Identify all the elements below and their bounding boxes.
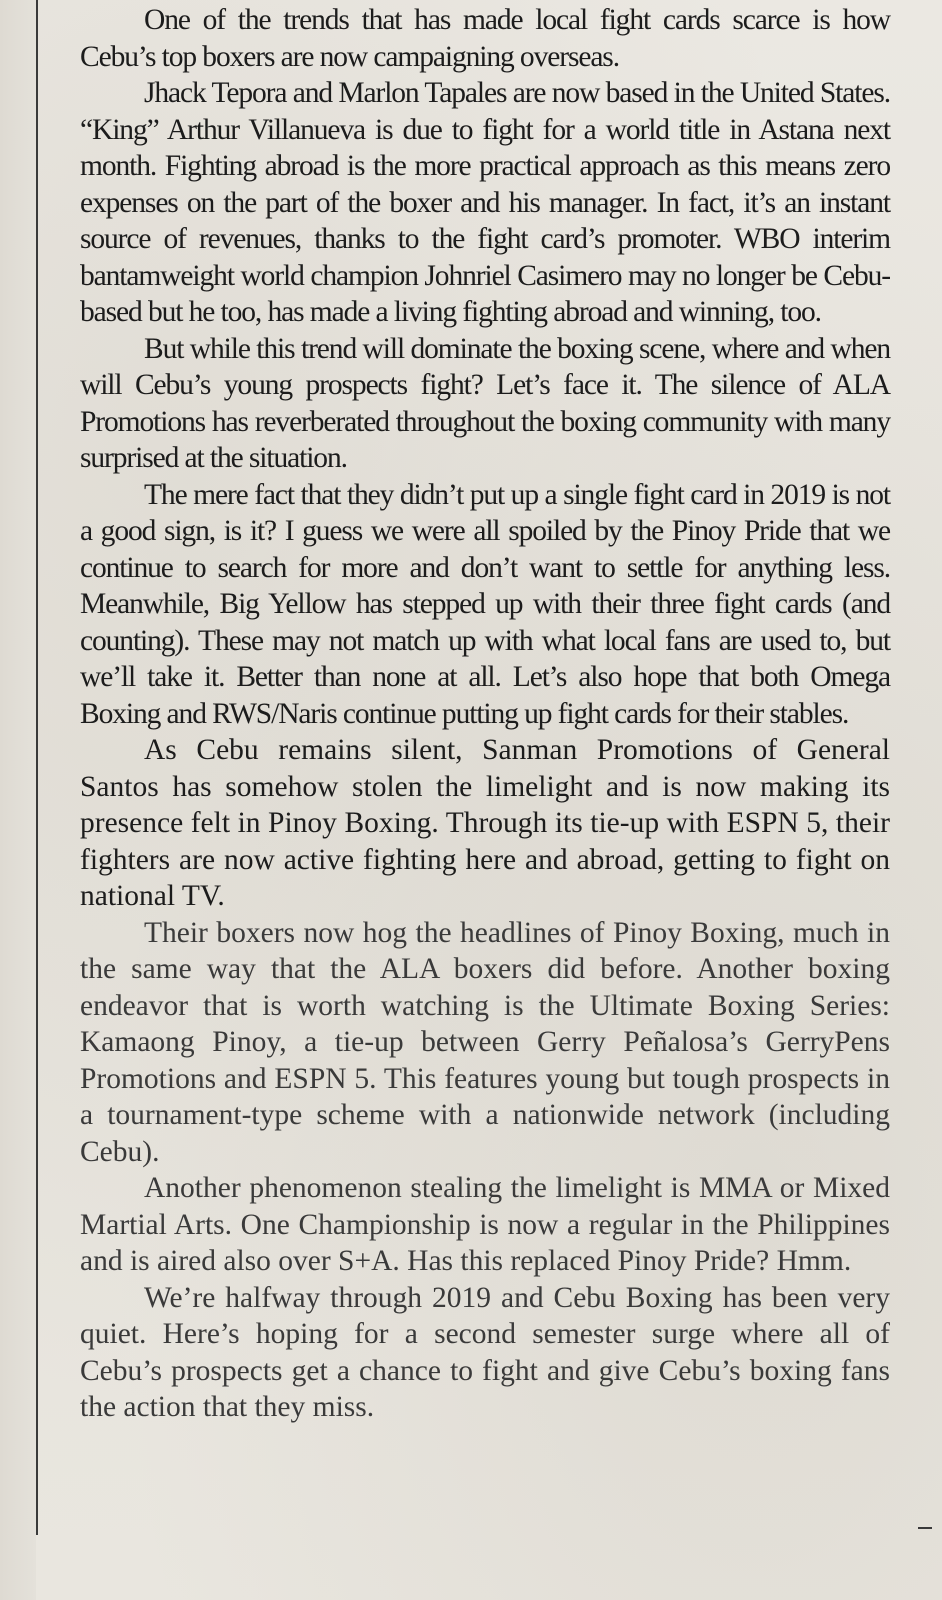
article-paragraph: Jhack Tepora and Marlon Tapales are now based in the United States. “King” Arthur Villanueva is due to fight for a world title in Astana next month. Fighting abroad is the more practical approach as this means zero expenses on the part of the boxer and his manager. In fact, it’s an instant source of revenues, thanks to the fight card’s promoter. WBO interim bantamweight world champion Johnriel Casimero may no longer be Cebu-based but he too, has made a living fighting abroad and winning, too. — [80, 77, 890, 328]
article-paragraph: Their boxers now hog the headlines of Pinoy Boxing, much in the same way that the ALA boxers did before. Another boxing endeavor that is worth watching is the Ultimate Boxing Series: Kamaong Pinoy, a tie-up between Gerry Peñalosa’s GerryPens Promotions and ESPN 5. This features young but tough prospects in a tournament-type scheme with a nationwide network (including Cebu). — [80, 916, 890, 1168]
article-paragraph: One of the trends that has made local fight cards scarce is how Cebu’s top boxers are now campaigning overseas. — [80, 4, 890, 73]
column-divider-rule — [36, 0, 38, 1535]
column-end-mark — [918, 1527, 932, 1529]
article-paragraph: The mere fact that they didn’t put up a single fight card in 2019 is not a good sign, is it? I guess we were all spoiled by the Pinoy Pride that we continue to search for more and don’t want to settle for anything less. Meanwhile, Big Yellow has stepped up with their three fight cards (and counting). These may not match up with what local fans are used to, but we’ll take it. Better than none at all. Let’s also hope that both Omega Boxing and RWS/Naris continue putting up fight cards for their stables. — [80, 478, 890, 730]
article-paragraph: But while this trend will dominate the boxing scene, where and when will Cebu’s young prospects fight? Let’s face it. The silence of ALA Promotions has reverberated throughout the boxing community with many surprised at the situation. — [80, 332, 890, 474]
article-paragraph: We’re halfway through 2019 and Cebu Boxing has been very quiet. Here’s hoping for a second semester surge where all of Cebu’s prospects get a chance to fight and give Cebu’s boxing fans the action that they miss. — [80, 1281, 890, 1423]
article-body — [80, 0, 890, 1426]
article-paragraph: Another phenomenon stealing the limelight is MMA or Mixed Martial Arts. One Championship is now a regular in the Philippines and is aired also over S+A. Has this replaced Pinoy Pride? Hmm. — [80, 1172, 890, 1277]
adjacent-column-edge — [0, 0, 36, 1600]
article-paragraph: As Cebu remains silent, Sanman Promotions of General Santos has somehow stolen the limelight and is now making its presence felt in Pinoy Boxing. Through its tie-up with ESPN 5, their fighters are now active fighting here and abroad, getting to fight on national TV. — [80, 734, 890, 912]
